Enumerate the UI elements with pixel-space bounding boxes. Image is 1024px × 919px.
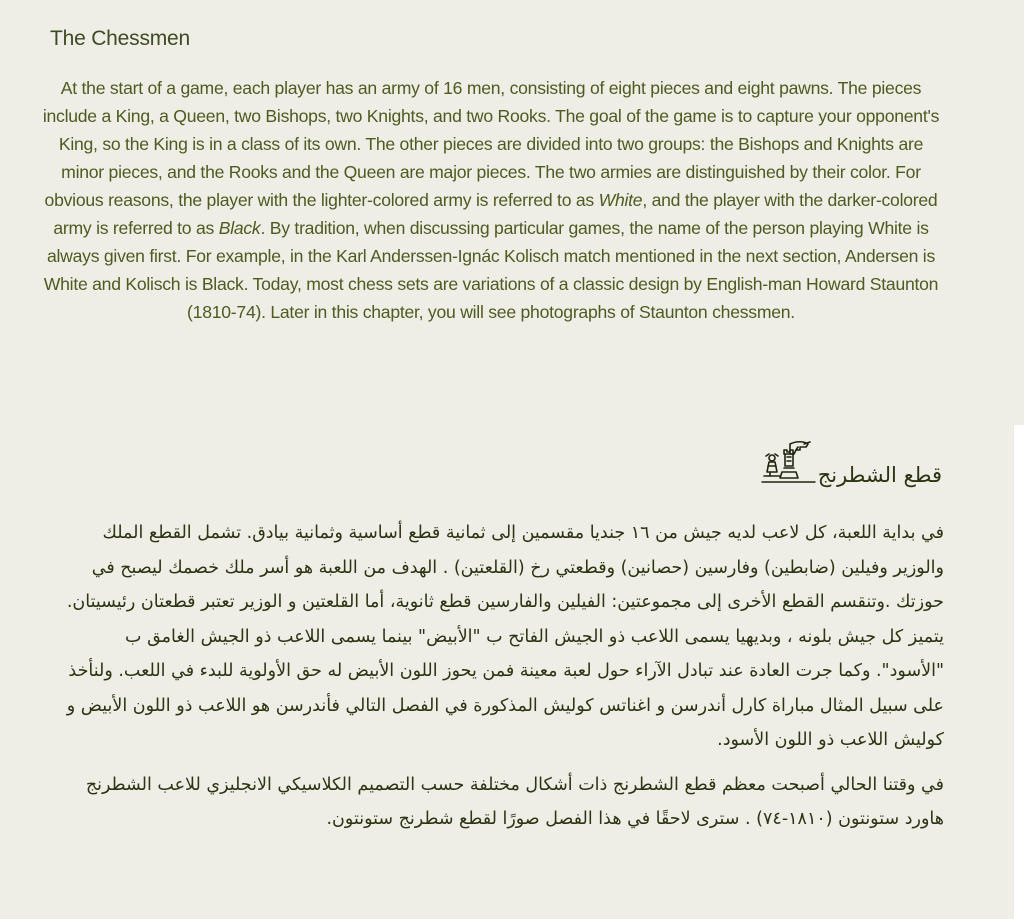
arabic-body (64, 516, 944, 837)
english-body-paragraph (42, 74, 940, 326)
right-edge-strip (1014, 425, 1024, 919)
arabic-section-title: قطع الشطرنج (817, 463, 942, 487)
term-black: Black (218, 218, 261, 238)
english-body-text-part1: At the start of a game, each player has an army of 16 men, consisting of eight pieces and eight pawns. The pieces include a King, a Queen, two Bishops, two Knights, and two Rooks. The goal of the game is to capture your opponent's King, so the King is in a class of its own. The other pieces are divided into two groups: the Bishops and Knights are minor pieces, and the Rooks and the Queen are major pieces. The two armies are distinguished by their color. For obvious reasons, the player with the lighter-colored army is referred to as (42, 78, 940, 210)
term-white: White (598, 190, 643, 210)
english-section-title: The Chessmen (50, 27, 190, 50)
english-body-text-part3: . By tradition, when discussing particular games, the name of the person playing White is always given first. For example, in the Karl Anderssen-Ignác Kolisch match mentioned in the next section, Andersen is White and Kolisch is Black. Today, most chess sets are variations of a classic design by English-man Howard Staunton (1810-74). Later in this chapter, you will see photographs of Staunton chessmen. (43, 218, 939, 322)
arabic-paragraph-1: في بداية اللعبة، كل لاعب لديه جيش من ١٦ جنديا مقسمين إلى ثمانية قطع أساسية وثمانية بيادق. تشمل القطع الملك والوزير وفيلين (ضابطين) وفارسين (حصانين) وقطعتي رخ (القلعتين) . الهدف من اللعبة هو أسر ملك خصمك ليصبح في حوزتك .وتنقسم القطع الأخرى إلى مجموعتين: الفيلين والفارسين قطع ثانوية، أما القلعتين و الوزير تعتبر قطعتان رئيسيتان. يتميز كل جيش بلونه ، وبديهيا يسمى اللاعب ذو الجيش الفاتح ب "الأبيض" بينما يسمى اللاعب ذو الجيش الغامق ب "الأسود". وكما جرت العادة عند تبادل الآراء حول لعبة معينة فمن يحوز اللون الأبيض له حق الأولوية للبدء في اللعب. ولنأخذ على سبيل المثال مباراة كارل أندرسن و اغناتس كوليش المذكورة في الفصل التالي فأندرسن هو اللاعب ذو اللون الأبيض و كوليش اللاعب ذو اللون الأسود. (66, 523, 944, 750)
english-body-text-part2: , and the player with the darker-colored army is referred to as (53, 190, 938, 238)
chess-pieces-icon (760, 438, 816, 492)
arabic-heading (760, 438, 942, 492)
arabic-paragraph-2: في وقتنا الحالي أصبحت معظم قطع الشطرنج ذات أشكال مختلفة حسب التصميم الكلاسيكي الانجليزي للاعب الشطرنج هاورد ستونتون (١٨١٠-٧٤) . سترى لاحقًا في هذا الفصل صورًا لقطع شطرنج ستونتون. (85, 774, 944, 829)
